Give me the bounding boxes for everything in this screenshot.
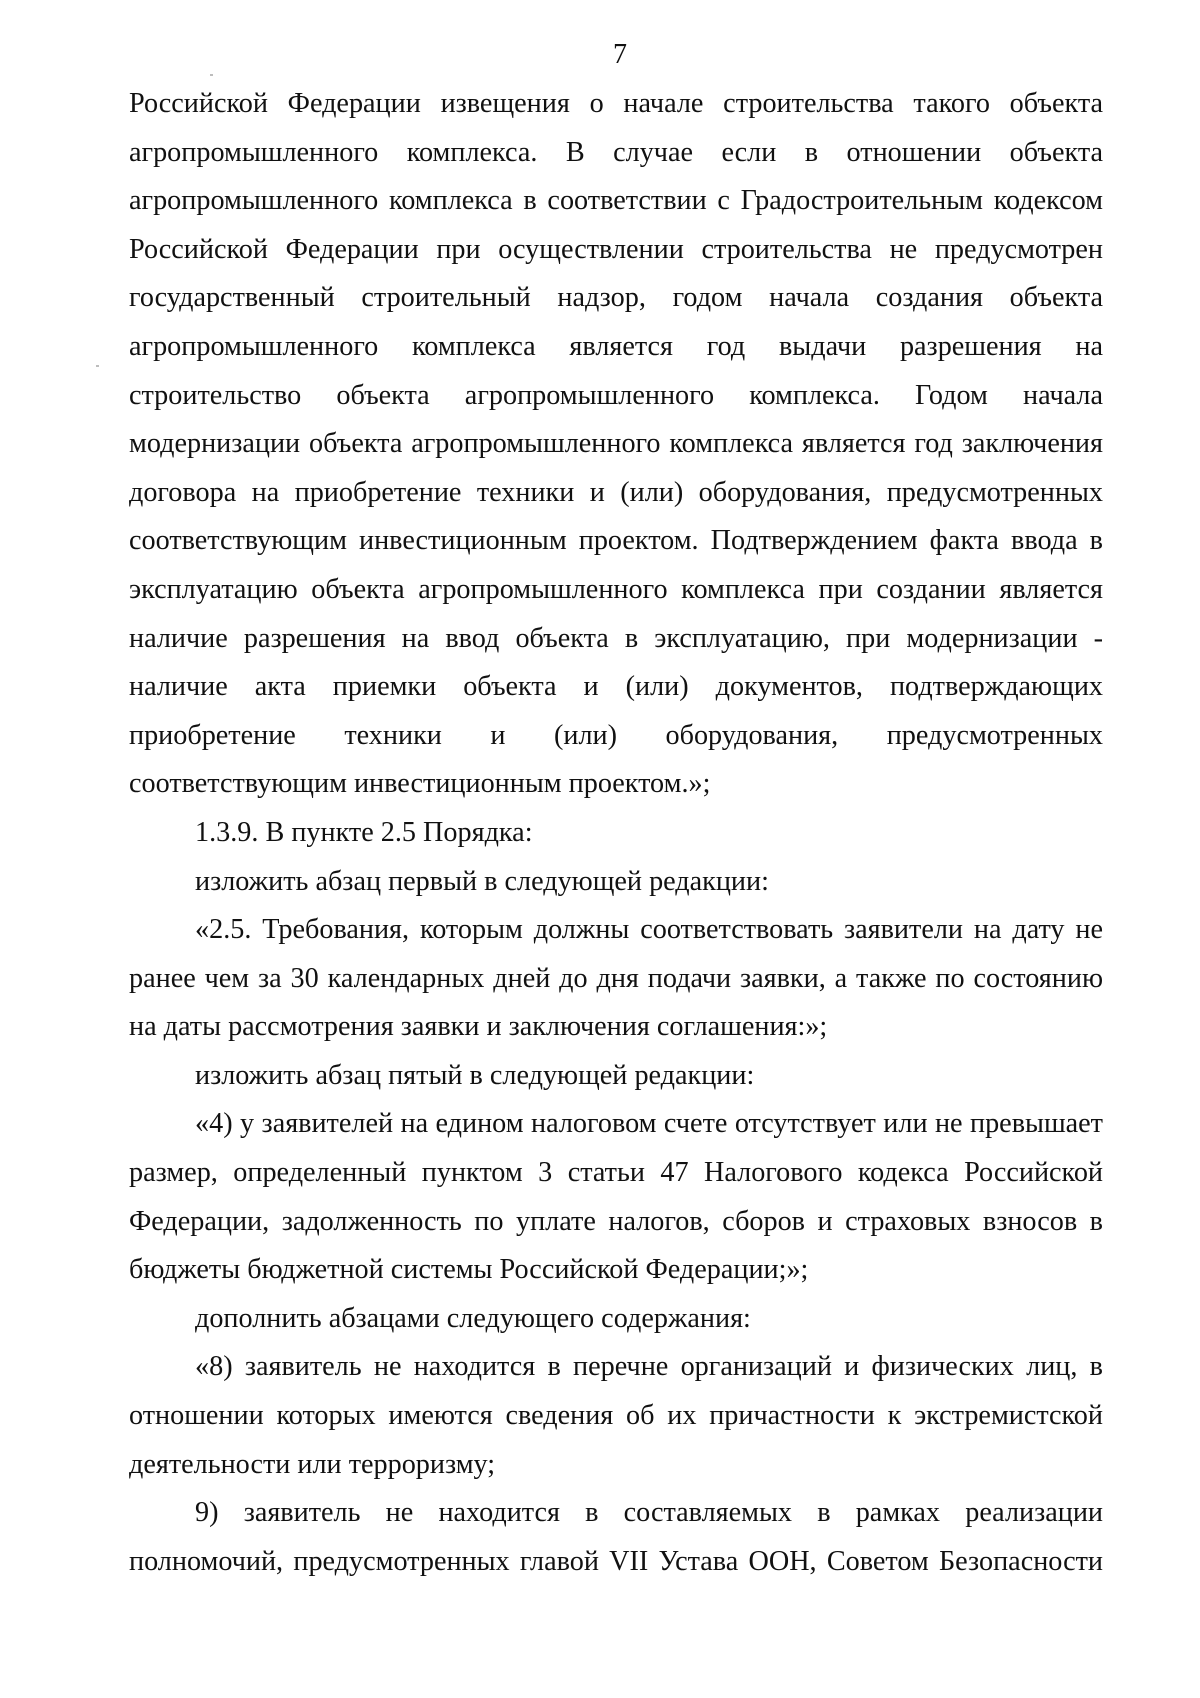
paragraph-item-4: «4) у заявителей на едином налоговом счете отсутствует или не превышает размер, определенный пунктом 3 статьи 47 Налогового кодекса Российской Федерации, задолженность по уплате налогов, сборов и страховых взносов в бюджеты бюджетной системы Российской Федерации;»; xyxy=(129,1108,1103,1286)
document-text xyxy=(129,80,1103,1586)
scan-speck xyxy=(96,365,99,367)
paragraph-instruction-fifth: изложить абзац пятый в следующей редакции: xyxy=(195,1059,755,1091)
page-number: 7 xyxy=(613,39,627,70)
paragraph-instruction-add: дополнить абзацами следующего содержания: xyxy=(195,1302,751,1334)
paragraph-item-1-3-9: 1.3.9. В пункте 2.5 Порядка: xyxy=(195,816,533,848)
paragraph-continuation: Российской Федерации извещения о начале строительства такого объекта агропромышленного комплекса. В случае если в отношении объекта агропромышленного комплекса в соответствии с Градостроительным кодексом Российской Федерации при осуществлении строительства не предусмотрен государственный строительный надзор, годом начала создания объекта агропромышленного комплекса является год выдачи разрешения на строительство объекта агропромышленного комплекса. Годом начала модернизации объекта агропромышленного комплекса является год заключения договора на приобретение техники и (или) оборудования, предусмотренных соответствующим инвестиционным проектом. Подтверждением факта ввода в эксплуатацию объекта агропромышленного комплекса при создании является наличие разрешения на ввод объекта в эксплуатацию, при модернизации - наличие акта приемки объекта и (или) документов, подтверждающих приобретение техники и (или) оборудования, предусмотренных соответствующим инвестиционным проектом.»; xyxy=(129,88,1103,800)
paragraph-item-8: «8) заявитель не находится в перечне организаций и физических лиц, в отношении которых имеются сведения об их причастности к экстремистской деятельности или терроризму; xyxy=(129,1351,1103,1480)
paragraph-instruction-first: изложить абзац первый в следующей редакции: xyxy=(195,865,769,897)
paragraph-requirements-2-5: «2.5. Требования, которым должны соответствовать заявители на дату не ранее чем за 30 календарных дней до дня подачи заявки, а также по состоянию на даты рассмотрения заявки и заключения соглашения:»; xyxy=(129,914,1103,1043)
paragraph-item-9: 9) заявитель не находится в составляемых в рамках реализации полномочий, предусмотренных главой VII Устава ООН, Советом Безопасности xyxy=(129,1497,1103,1577)
scan-speck xyxy=(210,74,213,76)
